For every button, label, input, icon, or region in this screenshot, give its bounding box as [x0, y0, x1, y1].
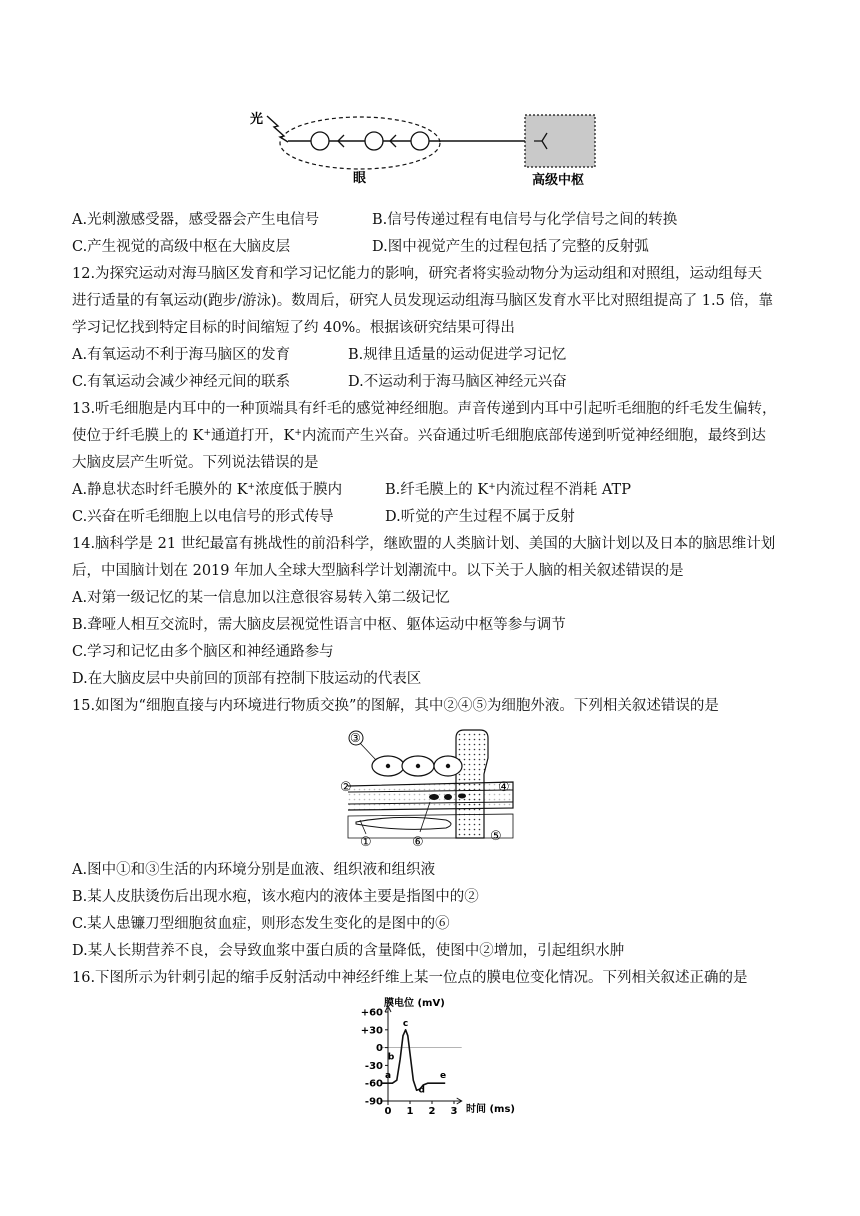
receptor-neuron	[311, 132, 329, 150]
q12-option-d: D.不运动利于海马脑区神经元兴奋	[348, 374, 567, 390]
q14-stem-line1: 14.脑科学是 21 世纪最富有挑战性的前沿科学，继欧盟的人类脑计划、美国的大脑计划以及日本的脑思维计划	[72, 536, 776, 552]
y-tick-label: 0	[376, 1043, 383, 1055]
q13-option-b: B.纤毛膜上的 K+内流过程不消耗 ATP	[385, 482, 631, 498]
q11-option-d: D.图中视觉产生的过程包括了完整的反射弧	[372, 239, 649, 255]
q12-option-c: C.有氧运动会减少神经元间的联系	[72, 374, 291, 390]
q14-option-b: B.聋哑人相互交流时，需大脑皮层视觉性语言中枢、躯体运动中枢等参与调节	[72, 617, 566, 633]
light-arrow-icon	[267, 116, 288, 142]
q12-stem-line2: 进行适量的有氧运动(跑步/游泳)。数周后，研究人员发现运动组海马脑区发育水平比对照组提高了 1.5 倍，靠	[72, 293, 773, 309]
q12-stem-line1: 12.为探究运动对海马脑区发育和学习记忆能力的影响，研究者将实验动物分为运动组和对照组，运动组每天	[72, 266, 763, 282]
label-4: ④	[498, 780, 510, 795]
label-5: ⑤	[490, 829, 502, 844]
q15-option-b: B.某人皮肤烫伤后出现水疱，该水疱内的液体主要是指图中的②	[72, 889, 479, 905]
q14-stem-line2: 后，中国脑计划在 2019 年加人全球大型脑科学计划潮流中。以下关于人脑的相关叙述错误的是	[72, 563, 684, 579]
q16-stem: 16.下图所示为针刺引起的缩手反射活动中神经纤维上某一位点的膜电位变化情况。下列相关叙述正确的是	[72, 970, 748, 986]
q12-stem-line3: 学习记忆找到特定目标的时间缩短了约 40%。根据该研究结果可得出	[72, 320, 515, 336]
red-blood-cell	[429, 794, 439, 800]
q15-option-a: A.图中①和③生活的内环境分别是血液、组织液和组织液	[72, 862, 436, 878]
q14-option-d: D.在大脑皮层中央前回的顶部有控制下肢运动的代表区	[72, 671, 422, 687]
point-label: b	[387, 1052, 395, 1063]
q14-option-c: C.学习和记忆由多个脑区和神经通路参与	[72, 644, 334, 660]
bipolar-neuron	[365, 132, 383, 150]
label-1: ①	[360, 835, 372, 850]
label-3: ③	[350, 731, 361, 745]
label-2: ②	[340, 780, 352, 795]
x-tick-label: 1	[406, 1106, 414, 1117]
y-tick-label: +60	[360, 1007, 383, 1019]
q13-stem-line1: 13.听毛细胞是内耳中的一种顶端具有纤毛的感觉神经细胞。声音传递到内耳中引起听毛细胞的纤毛发生偏转，	[72, 401, 777, 417]
eye-label: 眼	[353, 171, 367, 186]
q13-option-a: A.静息状态时纤毛膜外的 K+浓度低于膜内	[72, 482, 343, 498]
internal-environment-figure	[338, 728, 524, 850]
ganglion-neuron	[411, 132, 429, 150]
point-label: a	[384, 1071, 392, 1082]
q11-option-a: A.光刺激感受器，感受器会产生电信号	[72, 212, 320, 228]
y-tick-label: -60	[364, 1078, 383, 1090]
y-tick-label: -30	[364, 1060, 383, 1072]
q13-stem-line2: 使位于纤毛膜上的 K+通道打开，K+内流而产生兴奋。兴奋通过听毛细胞底部传递到听觉神经细胞，最终到达	[72, 428, 766, 444]
q15-option-d: D.某人长期营养不良，会导致血浆中蛋白质的含量降低，使图中②增加，引起组织水肿	[72, 943, 625, 959]
q13-stem-line3: 大脑皮层产生听觉。下列说法错误的是	[72, 455, 319, 471]
point-label: d	[418, 1085, 425, 1096]
q12-option-b: B.规律且适量的运动促进学习记忆	[348, 347, 567, 363]
x-axis-label: 时间 (ms)	[466, 1104, 515, 1115]
eye-pathway-figure	[250, 108, 610, 188]
membrane-potential-chart	[338, 994, 518, 1118]
center-label: 高级中枢	[532, 173, 585, 188]
q13-option-d: D.听觉的产生过程不属于反射	[385, 509, 575, 525]
q15-option-c: C.某人患镰刀型细胞贫血症，则形态发生变化的是图中的⑥	[72, 916, 450, 932]
y-tick-label: -90	[364, 1096, 383, 1108]
q13-option-c: C.兴奋在听毛细胞上以电信号的形式传导	[72, 509, 334, 525]
q14-option-a: A.对第一级记忆的某一信息加以注意很容易转入第二级记忆	[72, 590, 450, 606]
point-label: c	[402, 1018, 409, 1029]
q11-option-c: C.产生视觉的高级中枢在大脑皮层	[72, 239, 291, 255]
q11-option-b: B.信号传递过程有电信号与化学信号之间的转换	[372, 212, 678, 228]
label-6: ⑥	[412, 835, 424, 850]
y-axis-label: 膜电位 (mV)	[384, 998, 445, 1009]
light-label: 光	[250, 112, 264, 127]
q12-option-a: A.有氧运动不利于海马脑区的发育	[72, 347, 291, 363]
x-tick-label: 2	[428, 1106, 436, 1117]
red-blood-cell	[444, 794, 452, 800]
red-blood-cell	[458, 794, 466, 799]
q15-stem: 15.如图为“细胞直接与内环境进行物质交换”的图解，其中②④⑤为细胞外液。下列相关叙述错误的是	[72, 698, 719, 714]
y-tick-label: +30	[360, 1025, 383, 1037]
point-label: e	[439, 1071, 447, 1082]
x-tick-label: 3	[450, 1106, 458, 1117]
x-tick-label: 0	[384, 1106, 392, 1117]
